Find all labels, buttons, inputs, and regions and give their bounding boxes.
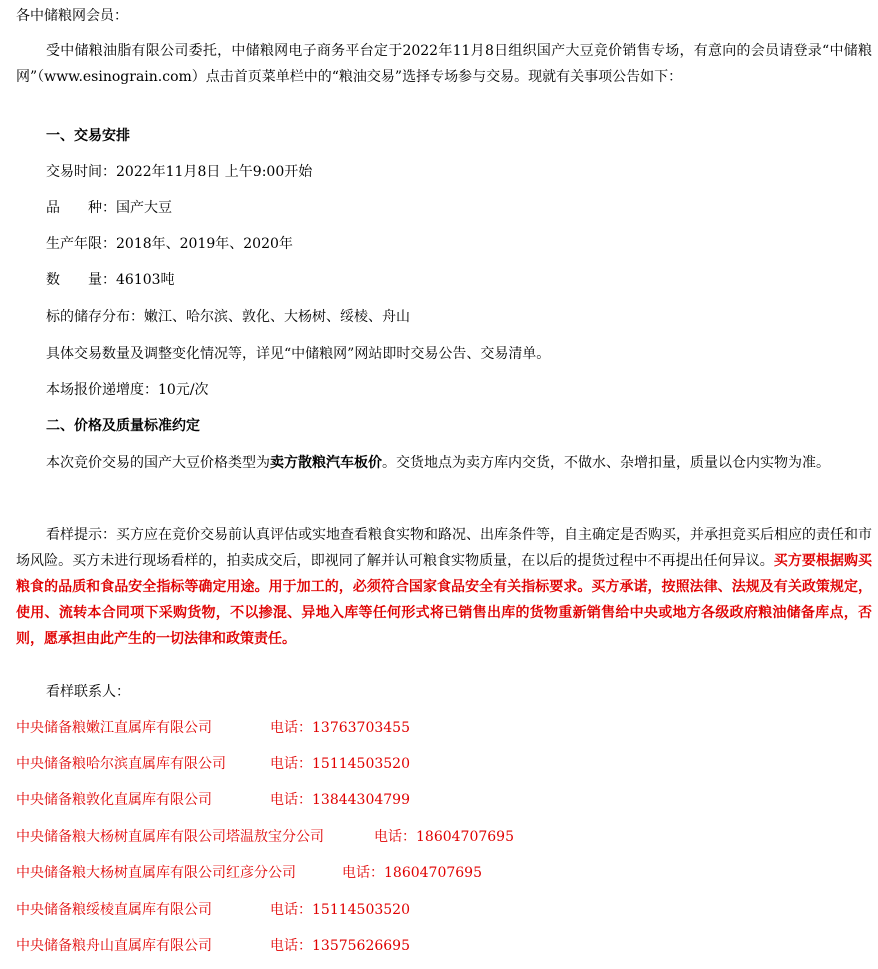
contact-phone-label: 电话： — [374, 829, 416, 845]
contact-company: 中央储备粮大杨树直属库有限公司红彦分公司 — [16, 865, 296, 881]
contact-phone-number: 13844304799 — [312, 792, 410, 808]
contact-phone-number: 15114503520 — [312, 756, 410, 772]
contact-company: 中央储备粮敦化直属库有限公司 — [16, 792, 212, 808]
quantity-row — [46, 270, 175, 290]
quantity-value: 46103吨 — [116, 272, 175, 288]
contact-row — [16, 754, 410, 774]
contact-phone-number: 13575626695 — [312, 938, 410, 954]
contact-row — [16, 790, 410, 810]
contact-phone-number: 18604707695 — [416, 829, 514, 845]
contact-phone — [270, 790, 410, 810]
section-1-heading: 一、交易安排 — [46, 128, 130, 144]
contact-phone-number: 18604707695 — [384, 865, 482, 881]
buyer-commitment-text: 买方要根据购买粮食的品质和食品安全指标等确定用途。用于加工的，必须符合国家食品安全有关指标要求。买方承诺，按照法律、法规及有关政策规定，使用、流转本合同项下采购货物，不以掺混、异地入库等任何形式将已销售出库的货物重新销售给中央或地方各级政府粮油储备库点，否则，愿承担由此产生的一切法律和政策责任。 — [16, 553, 872, 647]
production-years-row — [46, 234, 293, 254]
price-type-text-before: 本次竞价交易的国产大豆价格类型为 — [46, 455, 270, 471]
price-increment-row — [46, 380, 209, 400]
price-type-bold: 卖方散粮汽车板价 — [270, 455, 382, 471]
trade-time-label: 交易时间： — [46, 164, 116, 180]
variety-value: 国产大豆 — [116, 200, 172, 216]
contact-phone — [342, 863, 482, 883]
contact-phone-label: 电话： — [270, 938, 312, 954]
contact-phone-label: 电话： — [270, 902, 312, 918]
contact-company: 中央储备粮哈尔滨直属库有限公司 — [16, 756, 226, 772]
contact-phone-label: 电话： — [270, 792, 312, 808]
salutation: 各中储粮网会员： — [16, 8, 128, 24]
contact-row — [16, 900, 410, 920]
contact-company: 中央储备粮舟山直属库有限公司 — [16, 938, 212, 954]
inspection-notice-paragraph — [16, 522, 872, 652]
price-type-text-after: 。交货地点为卖方库内交货，不做水、杂增扣量，质量以仓内实物为准。 — [382, 455, 830, 471]
trade-time-row — [46, 162, 312, 182]
quantity-label: 数 量： — [46, 272, 116, 288]
variety-label: 品 种： — [46, 200, 116, 216]
price-increment-label: 本场报价递增度： — [46, 382, 158, 398]
trade-time-value: 2022年11月8日 上午9:00开始 — [116, 164, 313, 180]
storage-distribution-label: 标的储存分布： — [46, 309, 144, 325]
contact-phone-number: 13763703455 — [312, 720, 410, 736]
storage-distribution-value: 嫩江、哈尔滨、敦化、大杨树、绥棱、舟山 — [144, 309, 410, 325]
contact-phone-label: 电话： — [342, 865, 384, 881]
contact-row — [16, 718, 410, 738]
contact-phone — [270, 900, 410, 920]
contact-phone — [374, 827, 514, 847]
contacts-title: 看样联系人： — [46, 684, 130, 700]
contact-row — [16, 827, 514, 847]
contact-phone — [270, 718, 410, 738]
variety-row — [46, 198, 172, 218]
production-years-value: 2018年、2019年、2020年 — [116, 236, 293, 252]
contact-phone — [270, 936, 410, 956]
section-2-heading: 二、价格及质量标准约定 — [46, 418, 200, 434]
intro-paragraph: 受中储粮油脂有限公司委托，中储粮网电子商务平台定于2022年11月8日组织国产大豆竞价销售专场，有意向的会员请登录“中储粮网”（www.esinograin.com）点击首页菜单栏中的“粮油交易”选择专场参与交易。现就有关事项公告如下： — [16, 43, 872, 85]
price-increment-value: 10元/次 — [158, 382, 209, 398]
contact-phone-label: 电话： — [270, 756, 312, 772]
contact-company: 中央储备粮绥棱直属库有限公司 — [16, 902, 212, 918]
inspection-notice-text: 看样提示：买方应在竞价交易前认真评估或实地查看粮食实物和路况、出库条件等，自主确定是否购买，并承担竞买后相应的责任和市场风险。买方未进行现场看样的，拍卖成交后，即视同了解并认可粮食实物质量，在以后的提货过程中不再提出任何异议。 — [16, 527, 872, 569]
price-type-paragraph — [16, 450, 872, 476]
contact-row — [16, 863, 482, 883]
contact-phone-label: 电话： — [270, 720, 312, 736]
contact-phone-number: 15114503520 — [312, 902, 410, 918]
storage-distribution-row — [46, 307, 410, 327]
contact-row — [16, 936, 410, 956]
contact-company: 中央储备粮嫩江直属库有限公司 — [16, 720, 212, 736]
trade-detail-note: 具体交易数量及调整变化情况等，详见“中储粮网”网站即时交易公告、交易清单。 — [46, 346, 551, 362]
contact-company: 中央储备粮大杨树直属库有限公司塔温敖宝分公司 — [16, 829, 324, 845]
contact-phone — [270, 754, 410, 774]
production-years-label: 生产年限： — [46, 236, 116, 252]
